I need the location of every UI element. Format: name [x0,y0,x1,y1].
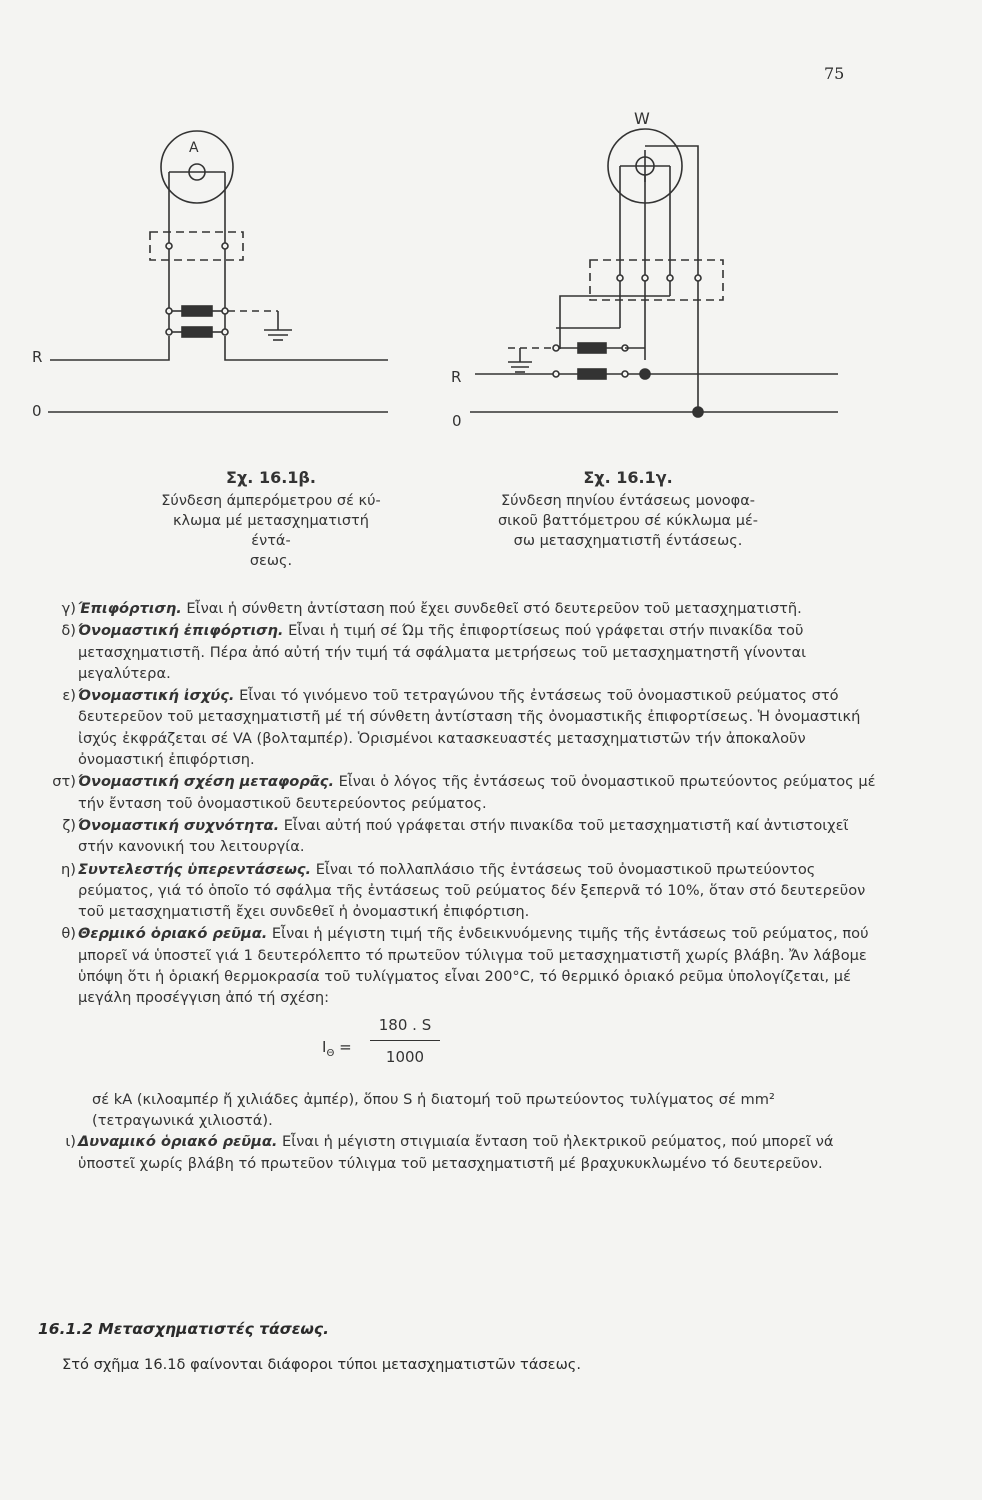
item-marker: δ) [61,622,76,640]
ammeter-label: A [189,140,199,156]
formula-explanation: σέ kA (κιλοαμπέρ ἤ χιλιάδες ἀμπέρ), ὅπου S ἡ διατομή τοῦ πρωτεύοντος τυλίγματος σέ mm² (τετραγωνικά χιλιοστά). [92,1090,775,1129]
list-item [40,598,880,619]
item-title: Όνομαστική σχέση μεταφορᾶς. [78,773,334,791]
section-heading: 16.1.2 Μετασχηματιστές τάσεως. [38,1320,329,1338]
figure-b-label: Σχ. 16.1β. [226,468,316,487]
caption-line: σω μετασχηματιστῆ έντάσεως. [513,533,743,549]
formula-numerator: 180 . S [378,1015,432,1034]
list-item [40,923,880,1008]
list-item [40,859,880,923]
item-marker: ι) [65,1133,76,1151]
item-marker: η) [61,860,76,878]
wattmeter-label: W [634,109,650,128]
figure-g-caption [488,468,768,551]
item-title: Θερμικό ὁριακό ρεῦμα. [78,925,268,943]
definition-list [40,598,880,1175]
figure-g-r-label: R [451,368,462,386]
item-text: Εἶναι ἡ μέγιστη τιμή τῆς ἐνδεικνυόμενης τιμῆς τῆς ἐντάσεως τοῦ ρεύματος, πού μπορεῖ νά ὑποστεῖ γιά 1 δευτερόλεπτο τό πρωτεῦον τύλιγμα τοῦ μετασχηματιστῆ χωρίς βλάβη. Ἄν λάβομε ὑπόψη ὅτι ἡ ὁριακή θερμοκρασία τοῦ τυλίγματος εἶναι 200°C, τό θερμικό ὁριακό ρεῦμα ὑπολογίζεται, μέ μεγάλη προσέγγιση ἀπό τή σχέση: [78,925,869,1007]
fraction-bar [370,1040,440,1041]
list-item [40,815,880,858]
item-title: Όνομαστική ἰσχύς. [78,687,235,705]
item-title: Όνομαστική συχνότητα. [78,816,280,834]
closing-paragraph: Στό σχῆμα 16.1δ φαίνονται διάφοροι τύποι μετασχηματιστῶν τάσεως. [62,1356,581,1373]
caption-line: Σύνδεση πηνίου έντάσεως μονοφα- [500,493,756,509]
figure-b-caption [160,468,382,571]
item-marker: γ) [61,600,76,617]
list-item [40,620,880,684]
item-title: Έπιφόρτιση. [78,600,182,617]
list-item [40,771,880,814]
figure-b-diagram [48,131,388,412]
item-text: Εἶναι ἡ μέγιστη στιγμιαία ἔνταση τοῦ ἠλεκτρικοῦ ρεύματος, πού μπορεῖ νά ὑποστεῖ χωρίς βλάβη τό πρωτεῦον τύλιγμα τοῦ μετασχηματιστῆ μέ βραχυκυκλωμένο τό δευτερεῦον. [78,1133,834,1172]
caption-line: Σύνδεση άμπερόμετρου σέ κύ- [161,493,381,509]
item-marker: ε) [62,687,76,705]
caption-line: σικοῦ βαττόμετρου σέ κύκλωμα μέ- [497,513,759,529]
figure-g-label: Σχ. 16.1γ. [583,468,673,487]
item-text: Εἶναι τό γινόμενο τοῦ τετραγώνου τῆς ἐντάσεως τοῦ ὀνομαστικοῦ ρεύματος στό δευτερεῦον τοῦ μετασχηματιστῆ μέ τή σύνθετη ἀντίσταση τῆς ὀνομαστικῆς ἐπιφορτίσεως. Ἡ ὀνομαστική ἰσχύς ἐκφράζεται σέ VA (βολταμπέρ). Ὁρισμένοι κατασκευαστές μετασχηματιστῶν τήν ἀποκαλοῦν ὀνομαστική ἐπιφόρτιση. [78,687,861,769]
formula-symbol: I [322,1037,327,1056]
item-text: Εἶναι ἡ τιμή σέ Ώμ τῆς ἐπιφορτίσεως πού γράφεται στήν πινακίδα τοῦ μετασχηματιστῆ. Πέρα ἀπό αὐτή τήν τιμή τά σφάλματα μετρήσεως τοῦ μετασχηματηστῆ γίνονται μεγαλύτερα. [78,622,807,682]
formula-denominator: 1000 [385,1047,425,1066]
item-text: Εἶναι ἡ σύνθετη ἀντίσταση πού ἔχει συνδεθεῖ στό δευτερεῦον τοῦ μετασχηματιστῆ. [181,600,802,617]
figure-b-r-label: R [32,348,43,366]
item-marker: ζ) [62,816,76,834]
formula-equals: = [339,1037,352,1056]
item-marker: θ) [61,925,76,943]
figure-g-diagram [470,129,838,417]
item-text: Εἶναι τό πολλαπλάσιο τῆς ἐντάσεως τοῦ ὀνομαστικοῦ πρωτεύοντος ρεύματος, γιά τό ὁποῖο τό σφάλμα τῆς ἐντάσεως τοῦ ρεύματος δέν ξεπερνᾶ τό 10%, ὅταν στό δευτερεῦον τοῦ μετασχηματιστῆ ἔχει συνδεθεῖ ἡ ὀνομαστική ἐπιφόρτιση. [78,860,866,921]
page-number: 75 [824,64,845,83]
list-item [40,1131,880,1174]
caption-line: κλωμα μέ μετασχηματιστή έντά- [173,513,369,549]
formula-subscript: Θ [326,1047,335,1059]
list-item [40,685,880,770]
formula-lhs [322,1037,352,1064]
caption-line: σεως. [249,553,293,569]
thermal-current-formula [40,1015,880,1085]
item-marker: στ) [52,773,76,791]
figure-b-o-label: 0 [32,402,42,420]
figure-g-o-label: 0 [452,412,462,430]
item-title: Δυναμικό ὁριακό ρεῦμα. [78,1133,278,1151]
item-text: Εἶναι ὁ λόγος τῆς ἐντάσεως τοῦ ὀνομαστικοῦ πρωτεύοντος ρεύματος μέ τήν ἔνταση τοῦ ὀνομαστικοῦ δευτερεύοντος ρεύματος. [78,773,876,812]
item-title: Συντελεστής ὑπερεντάσεως. [78,860,312,878]
item-title: Όνομαστική ἐπιφόρτιση. [78,622,284,640]
item-text: Εἶναι αὐτή πού γράφεται στήν πινακίδα τοῦ μετασχηματιστῆ καί ἀντιστοιχεῖ στήν κανονική του λειτουργία. [78,816,849,856]
